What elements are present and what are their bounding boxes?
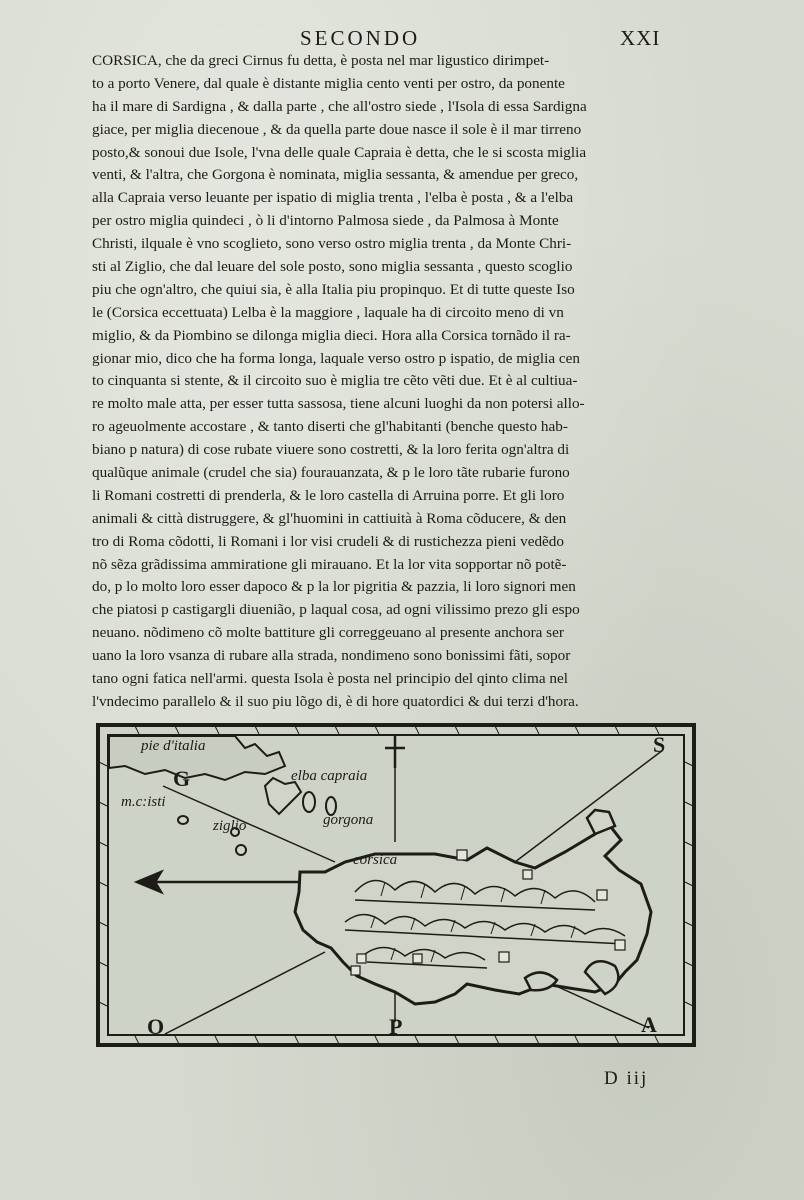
text-line: alla Capraia verso leuante per ispatio di miglia trenta , l'elba è posta , & a l'elba bbox=[92, 189, 574, 207]
text-line: per ostro miglia quindeci , ò li d'intorno Palmosa siede , da Palmosa à Monte bbox=[92, 212, 559, 230]
text-line: neuano. nõdimeno cõ molte battiture gli correggeuano al presente anchora ser bbox=[92, 624, 564, 642]
wind-letter-p: P bbox=[389, 1014, 403, 1039]
text-line: do, p lo molto loro esser dapoco & p la lor pigritia & pazzia, li loro signori men bbox=[92, 578, 576, 596]
label-ziglio: ziglio bbox=[213, 818, 247, 834]
text-line: posto,& sonoui due Isole, l'vna delle quale Capraia è detta, che le si scosta miglia bbox=[92, 143, 587, 161]
text-line: ro ageuolmente accostare , & tanto diserti che gl'habitanti (benche questo hab- bbox=[92, 418, 568, 436]
capraia-island bbox=[303, 792, 315, 812]
text-line: CORSICA, che da greci Cirnus fu detta, è posta nel mar ligustico dirimpet- bbox=[92, 52, 550, 69]
text-line: giace, per miglia diecenoue , & da quella parte doue nasce il sole è il mar tirreno bbox=[92, 120, 582, 138]
wind-letter-o: O bbox=[147, 1014, 165, 1039]
woodcut-map-corsica bbox=[95, 722, 697, 1048]
label-corsica: corsica bbox=[353, 852, 398, 868]
text-line: gionar mio, dico che ha forma longa, laquale verso ostro p ispatio, de miglia cen bbox=[92, 349, 580, 367]
text-line: miglio, & da Piombino se dilonga miglia dieci. Hora alla Corsica tornãdo il ra- bbox=[92, 326, 571, 344]
text-line: le (Corsica eccettuata) Lelba è la maggiore , laquale ha di circoito meno di vn bbox=[92, 303, 564, 321]
text-line: sti al Ziglio, che dal leuare del sole posto, sono miglia sessanta , questo scoglio bbox=[92, 258, 573, 276]
text-line: l'vndecimo parallelo & il suo piu lõgo di, è di hore quatordici & dui terzi d'hora. bbox=[92, 692, 579, 710]
text-line: ha il mare di Sardigna , & dalla parte , che all'ostro siede , l'Isola di essa Sardigna bbox=[92, 97, 587, 115]
text-line: re molto male atta, per esser tutta sassosa, tiene alcuni luoghi da non potersi allo- bbox=[92, 395, 585, 413]
text-line: li Romani costretti di prenderla, & le loro castella di Arruina porre. Et gli loro bbox=[92, 486, 565, 504]
label-gorgona: gorgona bbox=[323, 812, 374, 828]
folio-number: XXI bbox=[620, 26, 661, 50]
text-line: uano la loro vsanza di rubare alla strada, nondimeno sono bonissimi fãti, sopor bbox=[92, 647, 571, 665]
running-title: SECONDO bbox=[300, 26, 421, 50]
text-line: Christi, ilquale è vno scoglieto, sono verso ostro miglia trenta , da Monte Chri- bbox=[92, 235, 572, 253]
label-monte-cristi: m.c:isti bbox=[121, 794, 166, 810]
text-line: tano ogni fatica nell'armi. questa Isola è posta nel principio del qinto clima nel bbox=[92, 670, 568, 688]
text-line: venti, & l'altra, che Gorgona è nominata, miglia sessanta, & amendue per greco, bbox=[92, 166, 579, 184]
text-line: nõ sẽza grãdissima ammiratione gli mirauano. Et la lor vita sopportar nõ potẽ- bbox=[92, 555, 567, 573]
body-text bbox=[92, 50, 710, 714]
wind-letter-a: A bbox=[641, 1012, 657, 1037]
text-line: to cinquanta si stente, & il circoito suo è miglia tre cẽto vẽti due. Et è al cultiua- bbox=[92, 372, 578, 390]
signature-mark: D iij bbox=[604, 1068, 649, 1089]
wind-letter-g: G bbox=[173, 766, 191, 791]
text-line: animali & città distruggere, & gl'huomini in cattiuità à Roma cõducere, & den bbox=[92, 509, 567, 527]
label-elba-capraia: elba capraia bbox=[291, 768, 368, 784]
text-line: qualũque animale (crudel che sia) fourauanzata, & p le loro tãte rubarie furono bbox=[92, 464, 570, 482]
text-line: piu che ogn'altro, che quiui sia, è alla Italia piu propinquo. Et di tutte queste Iso bbox=[92, 280, 575, 298]
text-line: biano p natura) di cose rubate viuere sono costretti, & la loro ferita ogn'altra di bbox=[92, 441, 570, 459]
montecristo-island bbox=[178, 816, 188, 824]
ziglio-island bbox=[236, 845, 246, 855]
text-line: to a porto Venere, dal quale è distante miglia cento venti per ostro, da ponente bbox=[92, 74, 565, 92]
text-line: tro di Roma cõdotti, li Romani i lor visi crudeli & di rustichezza pieni vedẽdo bbox=[92, 532, 564, 550]
wind-letter-s: S bbox=[653, 732, 666, 757]
label-italia: pie d'italia bbox=[141, 738, 206, 754]
text-line: che piatosi p castigargli diuenião, p laqual cosa, ad ogni vilissimo prezo gli espo bbox=[92, 601, 580, 619]
